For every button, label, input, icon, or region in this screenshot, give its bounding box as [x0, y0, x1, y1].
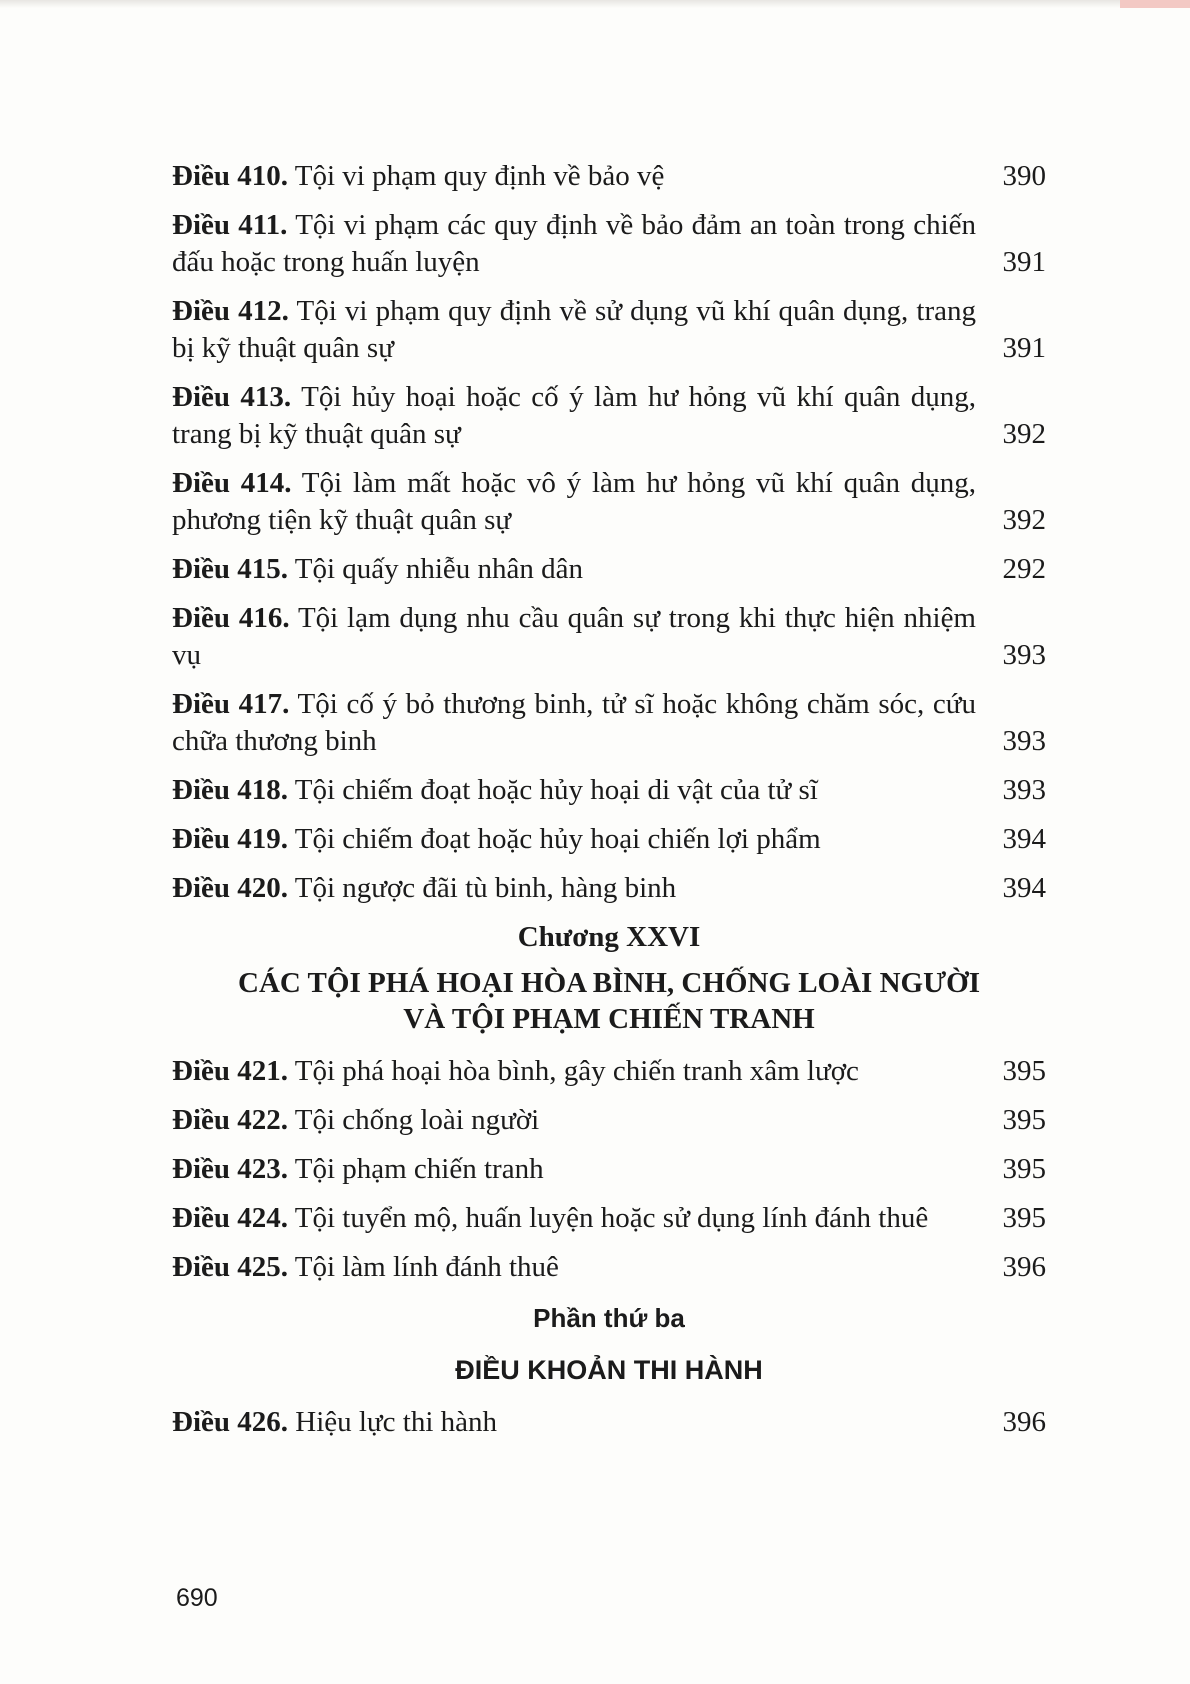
article-number: Điều 417.	[172, 688, 290, 720]
toc-entry	[172, 1249, 1046, 1286]
toc-entry-text	[172, 1151, 976, 1188]
toc-page-number: 396	[1002, 1251, 1046, 1283]
toc-page-number: 393	[1002, 774, 1046, 806]
article-title: Tội hủy hoại hoặc cố ý làm hư hỏng vũ khí quân dụng, trang bị kỹ thuật quân sự	[172, 381, 977, 450]
article-number: Điều 419.	[172, 823, 288, 855]
toc-entry	[172, 1200, 1046, 1237]
toc-entry	[172, 686, 1046, 760]
article-title: Tội vi phạm quy định về bảo vệ	[294, 160, 665, 192]
article-number: Điều 414.	[172, 467, 292, 499]
toc-page-number: 394	[1002, 823, 1046, 855]
toc-entry-text	[172, 1053, 976, 1090]
toc-group-articles-421-425	[172, 1053, 1046, 1286]
toc-page-number: 391	[1002, 246, 1046, 278]
article-title: Tội lạm dụng nhu cầu quân sự trong khi thực hiện nhiệm vụ	[172, 602, 976, 671]
article-title: Tội cố ý bỏ thương binh, tử sĩ hoặc không chăm sóc, cứu chữa thương binh	[172, 688, 977, 757]
article-title: Tội phạm chiến tranh	[294, 1153, 544, 1185]
toc-page-number: 395	[1002, 1153, 1046, 1185]
toc-entry-text	[172, 686, 976, 760]
part-label: Phần thứ ba	[533, 1303, 685, 1333]
toc-entry	[172, 1151, 1046, 1188]
toc-entry	[172, 158, 1046, 195]
toc-entry	[172, 1053, 1046, 1090]
toc-page-number: 292	[1002, 553, 1046, 585]
article-title: Tội vi phạm quy định về sử dụng vũ khí quân dụng, trang bị kỹ thuật quân sự	[172, 295, 976, 364]
article-number: Điều 411.	[172, 209, 288, 241]
toc-entry-text	[172, 1102, 976, 1139]
toc-page-number: 391	[1002, 332, 1046, 364]
toc-entry-text	[172, 293, 976, 367]
article-number: Điều 420.	[172, 872, 288, 904]
toc-entry-text	[172, 772, 976, 809]
toc-page-number: 396	[1002, 1406, 1046, 1438]
article-number: Điều 415.	[172, 553, 288, 585]
part-title: ĐIỀU KHOẢN THI HÀNH	[455, 1355, 763, 1385]
article-number: Điều 424.	[172, 1202, 288, 1234]
article-title: Tội chiếm đoạt hoặc hủy hoại di vật của tử sĩ	[294, 774, 818, 806]
toc-entry	[172, 379, 1046, 453]
table-of-contents	[172, 158, 1046, 1453]
article-title: Tội vi phạm các quy định về bảo đảm an toàn trong chiến đấu hoặc trong huấn luyện	[172, 209, 976, 278]
toc-entry-text	[172, 379, 976, 453]
article-number: Điều 423.	[172, 1153, 288, 1185]
toc-page-number: 393	[1002, 639, 1046, 671]
article-title: Tội làm lính đánh thuê	[294, 1251, 559, 1283]
toc-group-article-426	[172, 1404, 1046, 1441]
chapter-title-line-1: CÁC TỘI PHÁ HOẠI HÒA BÌNH, CHỐNG LOÀI NGƯỜI	[238, 967, 980, 999]
article-title: Hiệu lực thi hành	[295, 1406, 498, 1438]
article-title: Tội chiếm đoạt hoặc hủy hoại chiến lợi phẩm	[294, 823, 821, 855]
article-number: Điều 426.	[172, 1406, 288, 1438]
toc-entry	[172, 821, 1046, 858]
toc-entry	[172, 1404, 1046, 1441]
toc-entry-text	[172, 870, 976, 907]
article-number: Điều 416.	[172, 602, 290, 634]
toc-entry-text	[172, 158, 976, 195]
article-number: Điều 412.	[172, 295, 289, 327]
toc-entry-text	[172, 465, 976, 539]
page-top-edge	[0, 0, 1190, 8]
toc-group-articles-410-420	[172, 158, 1046, 907]
toc-page-number: 395	[1002, 1055, 1046, 1087]
article-number: Điều 425.	[172, 1251, 288, 1283]
toc-page-number: 394	[1002, 872, 1046, 904]
toc-page-number: 392	[1002, 504, 1046, 536]
article-number: Điều 410.	[172, 160, 288, 192]
toc-entry-text	[172, 207, 976, 281]
toc-entry	[172, 600, 1046, 674]
article-title: Tội chống loài người	[294, 1104, 540, 1136]
article-number: Điều 413.	[172, 381, 292, 413]
toc-page-number: 392	[1002, 418, 1046, 450]
toc-entry	[172, 1102, 1046, 1139]
article-number: Điều 418.	[172, 774, 288, 806]
article-title: Tội phá hoại hòa bình, gây chiến tranh xâm lược	[294, 1055, 859, 1087]
toc-page-number: 395	[1002, 1104, 1046, 1136]
article-number: Điều 422.	[172, 1104, 288, 1136]
toc-entry-text	[172, 1249, 976, 1286]
toc-page-number: 395	[1002, 1202, 1046, 1234]
page-top-corner	[1120, 0, 1190, 8]
toc-entry	[172, 551, 1046, 588]
page-number: 690	[176, 1584, 218, 1612]
article-number: Điều 421.	[172, 1055, 288, 1087]
toc-entry	[172, 772, 1046, 809]
toc-entry-text	[172, 821, 976, 858]
article-title: Tội quấy nhiễu nhân dân	[294, 553, 584, 585]
article-title: Tội ngược đãi tù binh, hàng binh	[294, 872, 677, 904]
chapter-label: Chương XXVI	[517, 921, 701, 953]
toc-entry-text	[172, 1200, 976, 1237]
toc-page-number: 390	[1002, 160, 1046, 192]
toc-entry-text	[172, 1404, 976, 1441]
toc-entry	[172, 870, 1046, 907]
toc-page-number: 393	[1002, 725, 1046, 757]
toc-entry-text	[172, 551, 976, 588]
article-title: Tội tuyển mộ, huấn luyện hoặc sử dụng lính đánh thuê	[294, 1202, 929, 1234]
chapter-title-line-2: VÀ TỘI PHẠM CHIẾN TRANH	[403, 1003, 815, 1035]
toc-entry	[172, 293, 1046, 367]
toc-entry	[172, 207, 1046, 281]
toc-entry	[172, 465, 1046, 539]
chapter-title	[172, 965, 1046, 1037]
toc-entry-text	[172, 600, 976, 674]
article-title: Tội làm mất hoặc vô ý làm hư hỏng vũ khí quân dụng, phương tiện kỹ thuật quân sự	[172, 467, 977, 536]
